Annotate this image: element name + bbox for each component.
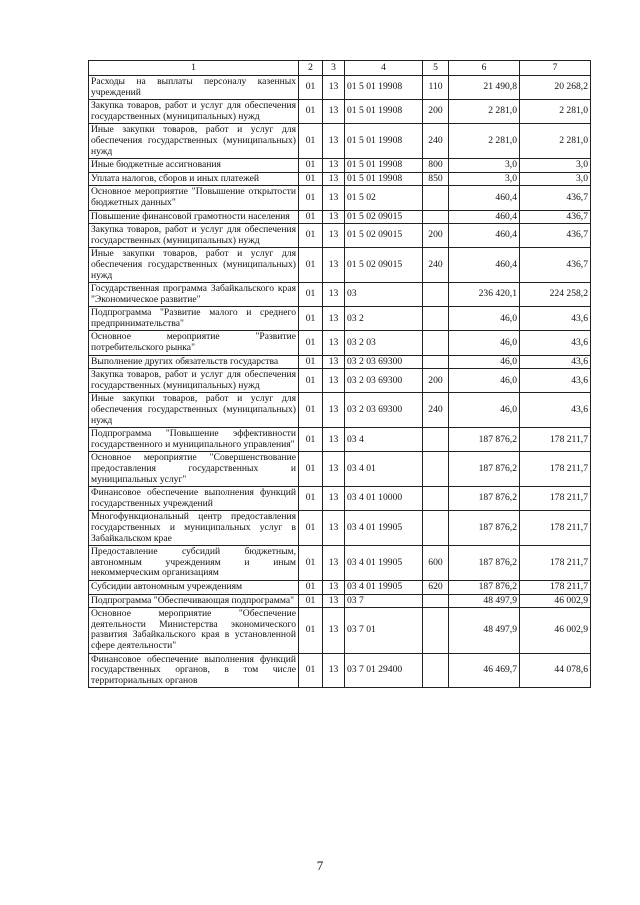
row-target-code: 01 5 01 19908 <box>345 124 423 159</box>
row-amount-1: 187 876,2 <box>449 546 520 581</box>
row-name: Финансовое обеспечение выполнения функций государственных учреждений <box>89 487 299 511</box>
row-subsection: 13 <box>323 653 345 688</box>
table-row <box>89 76 591 100</box>
budget-table <box>88 60 591 688</box>
row-section: 01 <box>299 428 323 452</box>
row-expense-type: 200 <box>423 100 449 124</box>
row-name: Подпрограмма "Развитие малого и среднего предпринимательства" <box>89 307 299 331</box>
row-expense-type: 200 <box>423 369 449 393</box>
row-amount-1: 3,0 <box>449 159 520 173</box>
row-amount-2: 178 211,7 <box>520 428 591 452</box>
row-subsection: 13 <box>323 580 345 594</box>
row-expense-type <box>423 283 449 307</box>
row-name: Расходы на выплаты персоналу казенных учреждений <box>89 76 299 100</box>
row-target-code: 03 4 01 19905 <box>345 511 423 546</box>
row-amount-1: 48 497,9 <box>449 594 520 608</box>
row-subsection: 13 <box>323 76 345 100</box>
row-section: 01 <box>299 248 323 283</box>
row-name: Подпрограмма "Обеспечивающая подпрограмма" <box>89 594 299 608</box>
row-target-code: 03 7 <box>345 594 423 608</box>
row-target-code: 03 2 03 69300 <box>345 369 423 393</box>
table-row <box>89 159 591 173</box>
row-amount-2: 436,7 <box>520 248 591 283</box>
row-amount-1: 187 876,2 <box>449 511 520 546</box>
row-subsection: 13 <box>323 283 345 307</box>
row-amount-1: 460,4 <box>449 224 520 248</box>
table-row <box>89 307 591 331</box>
row-target-code: 03 2 03 <box>345 331 423 355</box>
row-subsection: 13 <box>323 546 345 581</box>
row-expense-type <box>423 594 449 608</box>
row-name: Основное мероприятие "Повышение открытости бюджетных данных" <box>89 186 299 210</box>
row-subsection: 13 <box>323 124 345 159</box>
row-target-code: 01 5 02 09015 <box>345 224 423 248</box>
row-section: 01 <box>299 452 323 487</box>
row-amount-1: 187 876,2 <box>449 580 520 594</box>
row-name: Основное мероприятие "Совершенствование предоставления государственных и муниципальных услуг" <box>89 452 299 487</box>
row-expense-type <box>423 307 449 331</box>
table-row <box>89 186 591 210</box>
row-subsection: 13 <box>323 172 345 186</box>
table-row <box>89 580 591 594</box>
row-expense-type: 200 <box>423 224 449 248</box>
row-expense-type <box>423 487 449 511</box>
row-expense-type: 850 <box>423 172 449 186</box>
row-subsection: 13 <box>323 393 345 428</box>
row-subsection: 13 <box>323 452 345 487</box>
row-target-code: 03 2 <box>345 307 423 331</box>
header-col-3: 3 <box>323 61 345 76</box>
row-section: 01 <box>299 307 323 331</box>
row-expense-type: 600 <box>423 546 449 581</box>
header-col-5: 5 <box>423 61 449 76</box>
row-section: 01 <box>299 546 323 581</box>
row-name: Иные закупки товаров, работ и услуг для обеспечения государственных (муниципальных) нужд <box>89 124 299 159</box>
table-row <box>89 210 591 224</box>
row-subsection: 13 <box>323 428 345 452</box>
row-expense-type <box>423 210 449 224</box>
row-subsection: 13 <box>323 331 345 355</box>
row-amount-1: 2 281,0 <box>449 124 520 159</box>
row-name: Повышение финансовой грамотности населения <box>89 210 299 224</box>
row-target-code: 03 4 <box>345 428 423 452</box>
row-subsection: 13 <box>323 159 345 173</box>
row-expense-type: 240 <box>423 393 449 428</box>
row-amount-2: 2 281,0 <box>520 100 591 124</box>
row-target-code: 03 4 01 <box>345 452 423 487</box>
row-amount-2: 178 211,7 <box>520 580 591 594</box>
row-subsection: 13 <box>323 186 345 210</box>
row-amount-1: 46,0 <box>449 355 520 369</box>
row-target-code: 03 7 01 29400 <box>345 653 423 688</box>
row-target-code: 03 <box>345 283 423 307</box>
row-section: 01 <box>299 608 323 653</box>
table-row <box>89 594 591 608</box>
row-name: Иные закупки товаров, работ и услуг для обеспечения государственных (муниципальных) нужд <box>89 248 299 283</box>
row-name: Финансовое обеспечение выполнения функций государственных органов, в том числе территориальных органов <box>89 653 299 688</box>
row-amount-2: 178 211,7 <box>520 511 591 546</box>
row-amount-2: 43,6 <box>520 393 591 428</box>
row-name: Закупка товаров, работ и услуг для обеспечения государственных (муниципальных) нужд <box>89 224 299 248</box>
page-number: 7 <box>316 858 324 873</box>
row-amount-1: 187 876,2 <box>449 428 520 452</box>
row-expense-type: 240 <box>423 248 449 283</box>
row-name: Закупка товаров, работ и услуг для обеспечения государственных (муниципальных) нужд <box>89 369 299 393</box>
row-target-code: 03 7 01 <box>345 608 423 653</box>
header-col-1: 1 <box>89 61 299 76</box>
row-target-code: 01 5 02 09015 <box>345 248 423 283</box>
row-amount-2: 3,0 <box>520 172 591 186</box>
row-name: Многофункциональный центр предоставления государственных и муниципальных услуг в Забайкальском крае <box>89 511 299 546</box>
row-amount-2: 44 078,6 <box>520 653 591 688</box>
row-section: 01 <box>299 580 323 594</box>
table-row <box>89 608 591 653</box>
row-amount-2: 46 002,9 <box>520 608 591 653</box>
row-amount-1: 46 469,7 <box>449 653 520 688</box>
row-target-code: 01 5 01 19908 <box>345 100 423 124</box>
row-name: Основное мероприятие "Обеспечение деятельности Министерства экономического развития Забайкальского края в установленной сфере деятельности" <box>89 608 299 653</box>
row-amount-2: 2 281,0 <box>520 124 591 159</box>
row-subsection: 13 <box>323 100 345 124</box>
row-name: Субсидии автономным учреждениям <box>89 580 299 594</box>
table-row <box>89 248 591 283</box>
row-expense-type <box>423 428 449 452</box>
row-amount-2: 178 211,7 <box>520 487 591 511</box>
row-amount-1: 21 490,8 <box>449 76 520 100</box>
row-name: Закупка товаров, работ и услуг для обеспечения государственных (муниципальных) нужд <box>89 100 299 124</box>
row-amount-2: 436,7 <box>520 210 591 224</box>
table-row <box>89 100 591 124</box>
row-amount-2: 43,6 <box>520 369 591 393</box>
table-row <box>89 487 591 511</box>
row-amount-1: 48 497,9 <box>449 608 520 653</box>
row-section: 01 <box>299 172 323 186</box>
row-expense-type <box>423 331 449 355</box>
table-row <box>89 546 591 581</box>
row-expense-type <box>423 186 449 210</box>
table-row <box>89 653 591 688</box>
row-amount-2: 46 002,9 <box>520 594 591 608</box>
row-section: 01 <box>299 594 323 608</box>
row-subsection: 13 <box>323 511 345 546</box>
row-target-code: 03 4 01 10000 <box>345 487 423 511</box>
row-section: 01 <box>299 124 323 159</box>
row-amount-1: 46,0 <box>449 307 520 331</box>
row-subsection: 13 <box>323 248 345 283</box>
row-section: 01 <box>299 186 323 210</box>
table-row <box>89 124 591 159</box>
row-amount-1: 187 876,2 <box>449 452 520 487</box>
row-amount-2: 20 268,2 <box>520 76 591 100</box>
row-expense-type: 800 <box>423 159 449 173</box>
table-row <box>89 511 591 546</box>
row-subsection: 13 <box>323 307 345 331</box>
row-amount-2: 43,6 <box>520 307 591 331</box>
row-section: 01 <box>299 331 323 355</box>
row-amount-1: 236 420,1 <box>449 283 520 307</box>
row-amount-2: 224 258,2 <box>520 283 591 307</box>
row-amount-1: 3,0 <box>449 172 520 186</box>
row-subsection: 13 <box>323 608 345 653</box>
row-amount-1: 2 281,0 <box>449 100 520 124</box>
row-section: 01 <box>299 76 323 100</box>
table-row <box>89 428 591 452</box>
row-name: Подпрограмма "Повышение эффективности государственного и муниципального управления" <box>89 428 299 452</box>
row-target-code: 03 2 03 69300 <box>345 355 423 369</box>
row-section: 01 <box>299 369 323 393</box>
row-target-code: 03 4 01 19905 <box>345 546 423 581</box>
row-target-code: 01 5 02 09015 <box>345 210 423 224</box>
header-col-4: 4 <box>345 61 423 76</box>
row-subsection: 13 <box>323 487 345 511</box>
row-amount-1: 460,4 <box>449 186 520 210</box>
row-expense-type: 240 <box>423 124 449 159</box>
row-expense-type <box>423 653 449 688</box>
table-row <box>89 393 591 428</box>
row-expense-type: 110 <box>423 76 449 100</box>
row-amount-2: 436,7 <box>520 224 591 248</box>
row-section: 01 <box>299 210 323 224</box>
header-row <box>89 61 591 76</box>
row-name: Выполнение других обязательств государства <box>89 355 299 369</box>
row-name: Основное мероприятие "Развитие потребительского рынка" <box>89 331 299 355</box>
table-row <box>89 369 591 393</box>
row-subsection: 13 <box>323 355 345 369</box>
table-row <box>89 172 591 186</box>
header-col-6: 6 <box>449 61 520 76</box>
row-amount-2: 43,6 <box>520 331 591 355</box>
row-amount-1: 46,0 <box>449 331 520 355</box>
header-col-2: 2 <box>299 61 323 76</box>
row-target-code: 03 2 03 69300 <box>345 393 423 428</box>
row-section: 01 <box>299 100 323 124</box>
row-name: Уплата налогов, сборов и иных платежей <box>89 172 299 186</box>
table-body <box>89 76 591 688</box>
row-subsection: 13 <box>323 594 345 608</box>
row-amount-2: 436,7 <box>520 186 591 210</box>
row-expense-type <box>423 608 449 653</box>
table-row <box>89 452 591 487</box>
row-target-code: 01 5 01 19908 <box>345 172 423 186</box>
row-name: Иные закупки товаров, работ и услуг для обеспечения государственных (муниципальных) нужд <box>89 393 299 428</box>
row-section: 01 <box>299 159 323 173</box>
row-amount-2: 178 211,7 <box>520 452 591 487</box>
table-row <box>89 224 591 248</box>
row-subsection: 13 <box>323 369 345 393</box>
table-row <box>89 355 591 369</box>
row-name: Иные бюджетные ассигнования <box>89 159 299 173</box>
row-section: 01 <box>299 393 323 428</box>
row-expense-type <box>423 452 449 487</box>
row-target-code: 01 5 01 19908 <box>345 76 423 100</box>
row-subsection: 13 <box>323 224 345 248</box>
row-amount-1: 460,4 <box>449 248 520 283</box>
row-expense-type <box>423 355 449 369</box>
row-name: Государственная программа Забайкальского края "Экономическое развитие" <box>89 283 299 307</box>
table-row <box>89 283 591 307</box>
row-amount-1: 46,0 <box>449 369 520 393</box>
row-section: 01 <box>299 355 323 369</box>
row-name: Предоставление субсидий бюджетным, автономным учреждениям и иным некоммерческим организациям <box>89 546 299 581</box>
row-target-code: 01 5 02 <box>345 186 423 210</box>
row-subsection: 13 <box>323 210 345 224</box>
row-expense-type: 620 <box>423 580 449 594</box>
row-section: 01 <box>299 653 323 688</box>
row-amount-1: 46,0 <box>449 393 520 428</box>
row-amount-2: 178 211,7 <box>520 546 591 581</box>
row-amount-2: 43,6 <box>520 355 591 369</box>
row-amount-1: 187 876,2 <box>449 487 520 511</box>
row-target-code: 03 4 01 19905 <box>345 580 423 594</box>
table-row <box>89 331 591 355</box>
row-section: 01 <box>299 283 323 307</box>
row-section: 01 <box>299 224 323 248</box>
row-section: 01 <box>299 487 323 511</box>
header-col-7: 7 <box>520 61 591 76</box>
row-amount-2: 3,0 <box>520 159 591 173</box>
row-target-code: 01 5 01 19908 <box>345 159 423 173</box>
row-amount-1: 460,4 <box>449 210 520 224</box>
row-expense-type <box>423 511 449 546</box>
row-section: 01 <box>299 511 323 546</box>
